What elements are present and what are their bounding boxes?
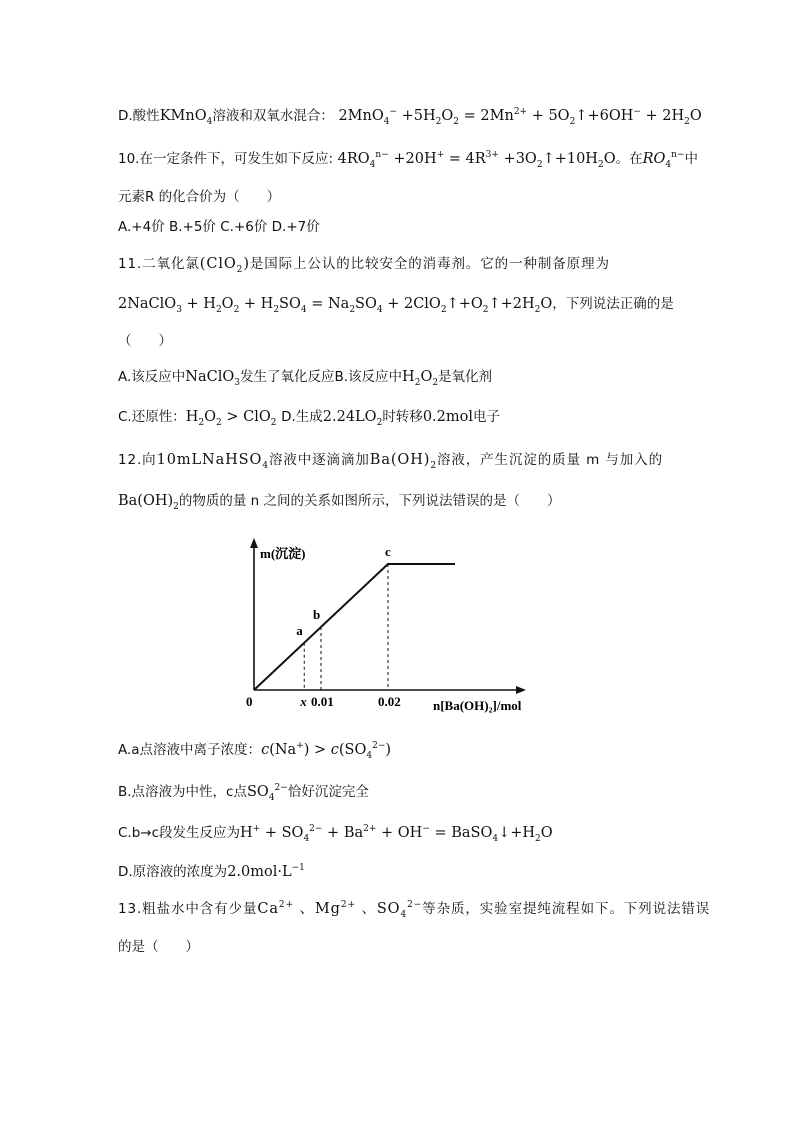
question-12-option-a: A.a点溶液中离子浓度：$c(Na^+) > c(SO_4^{2-})$ — [118, 741, 392, 761]
question-11-equation: 2NaClO$_3$ + $H_2O_2 + H_2SO_4 = Na_2SO_4$ + $2ClO_2↑+O_2↑+2H_2O$，下列说法正确的是 — [118, 296, 674, 315]
question-13-line2-text: 的是（ ） — [118, 939, 199, 955]
option-label: D.酸性 — [118, 108, 160, 124]
option-d: D.原溶液的浓度为 — [118, 864, 228, 880]
y-axis-arrow — [250, 538, 258, 548]
question-11-paren — [118, 330, 678, 352]
question-12-line2: $Ba(OH)_2$的物质的量 n 之间的关系如图所示，下列说法错误的是（ ） — [118, 493, 561, 512]
question-12-mid: 溶液中逐滴滴加 — [268, 452, 370, 468]
question-11-stem: 11.二氧化氯(ClO$_2$)是国际上公认的比较安全的消毒剂。它的一种制备原理为 — [118, 256, 610, 275]
question-11-intro-b: 是国际上公认的比较安全的消毒剂。它的一种制备原理为 — [249, 256, 610, 272]
point-a-label: a — [296, 622, 303, 638]
question-13-line2 — [118, 936, 678, 958]
point-b-label: b — [313, 607, 321, 622]
option-d-mid: 时转移 — [382, 409, 423, 425]
question-10-options-text: A.+4价 B.+5价 C.+6价 D.+7价 — [118, 219, 320, 235]
origin-label: 0 — [246, 694, 253, 709]
question-10-end: 中 — [684, 151, 698, 167]
x-axis — [254, 686, 526, 694]
option-d: D.生成 — [281, 409, 323, 425]
x-axis-label: n[Ba(OH)₂]/mol — [433, 698, 522, 713]
option-c: C.还原性： — [118, 409, 186, 425]
tick-0-02-label: 0.02 — [378, 694, 401, 709]
question-10-line2-text: 元素R 的化合价为（ ） — [118, 189, 281, 205]
question-13-intro: 13.粗盐水中含有少量 — [118, 901, 258, 917]
option-b: B.点溶液为中性，c点 — [118, 784, 247, 800]
option-a-tail: 发生了氧化反应 — [239, 369, 335, 385]
answer-blank: （ ） — [118, 333, 172, 349]
question-11-options-cd: C.还原性：$H_2O_2 > ClO_2$ D.生成$2.24LO_2$时转移0.2mol电子 — [118, 409, 500, 428]
question-12-line2-text: 的物质的量 n 之间的关系如图所示，下列说法错误的是（ ） — [178, 493, 561, 509]
question-10-options — [118, 216, 678, 238]
option-b-tail: 是氧化剂 — [438, 369, 493, 385]
question-12-option-c: C.b→c段发生反应为$H^+ + SO_4^{2-} + Ba^{2+} + OH^-$ = $BaSO_4↓+H_2O$ — [118, 824, 553, 844]
question-10-stem: 10.在一定条件下，可发生如下反应: $4RO_4^{n-} +20H^+ = 4R^{3+}$ $+3O_2↑+10H_2O$。在$RO_4^{n-}$中 — [118, 150, 698, 170]
question-12-option-b: B.点溶液为中性，c点$SO_4^{2-}$恰好沉淀完全 — [118, 783, 369, 803]
question-12-intro: 12.向 — [118, 452, 157, 468]
tick-x-label: x — [300, 694, 307, 709]
chart-marks — [254, 544, 455, 709]
question-13-tail: 等杂质，实验室提纯流程如下。下列说法错误 — [422, 901, 711, 917]
mass-curve — [254, 564, 455, 690]
option-b: B.该反应中 — [334, 369, 403, 385]
question-13-stem: 13.粗盐水中含有少量$Ca^{2+}$ 、$Mg^{2+}$ 、$SO_4^{2-}$等杂质，实验室提纯流程如下。下列说法错误 — [118, 900, 711, 920]
option-a: A.该反应中 — [118, 369, 186, 385]
option-text: 溶液和双氧水混合： — [212, 108, 334, 124]
x-axis-arrow — [516, 686, 526, 694]
question-10-mid: 。在 — [615, 151, 643, 167]
option-a: A.a点溶液中离子浓度： — [118, 742, 262, 758]
y-axis — [250, 538, 258, 690]
question-12-option-d: D.原溶液的浓度为$2.0mol\cdot L^{-1}$ — [118, 863, 305, 880]
point-c-label: c — [385, 544, 391, 559]
option-b-tail: 恰好沉淀完全 — [287, 784, 369, 800]
question-12-stem: 12.向10mLNaHSO$_4$溶液中逐滴滴加$Ba(OH)_2$溶液，产生沉淀的质量 m 与加入的 — [118, 452, 663, 471]
question-10-intro: 10.在一定条件下，可发生如下反应: — [118, 151, 334, 167]
y-axis-label: m(沉淀) — [260, 546, 306, 561]
question-9-option-d: D.酸性KMnO$_4$溶液和双氧水混合： $2MnO_4^- +5H_2O_2 = 2Mn^{2+}$ + $5O_2↑+6OH^- + 2H_2O$ — [118, 107, 702, 127]
question-11-tail: ，下列说法正确的是 — [552, 296, 674, 312]
tick-0-01-label: 0.01 — [311, 694, 334, 709]
option-d-tail: 电子 — [473, 409, 500, 425]
option-c: C.b→c段发生反应为 — [118, 825, 241, 841]
question-12-tail: 溶液，产生沉淀的质量 m 与加入的 — [436, 452, 663, 468]
question-11-options-ab: A.该反应中NaClO$_3$发生了氧化反应B.该反应中$H_2O_2$是氧化剂 — [118, 369, 493, 388]
question-10-line2 — [118, 186, 678, 208]
question-11-intro: 11.二氧化氯 — [118, 256, 200, 272]
precipitate-mass-graph — [232, 536, 542, 716]
